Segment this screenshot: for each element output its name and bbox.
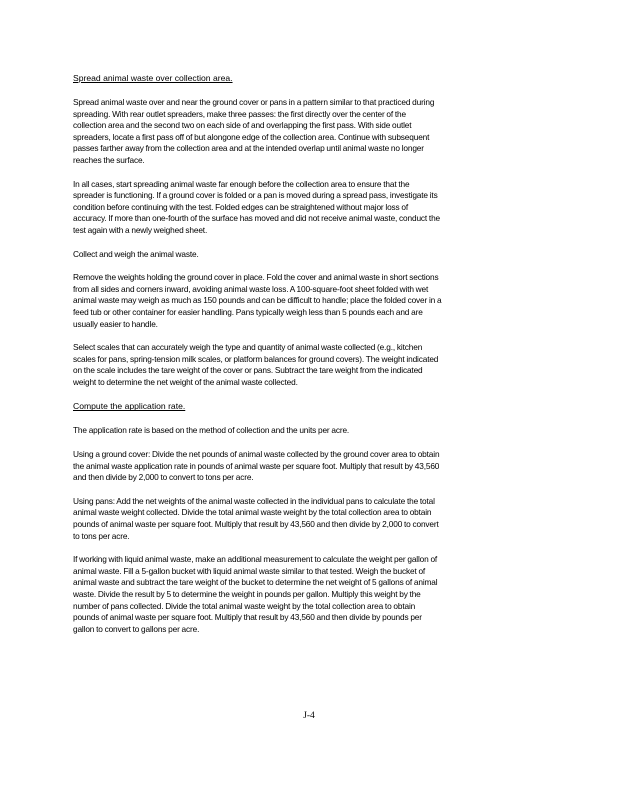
paragraph-line: on the scale includes the tare weight of the cover or pans. Subtract the tare weight from the indicated: [73, 365, 423, 376]
paragraph-line: feed tub or other container for easier handling. Pans typically weigh less than 5 pounds each and are: [73, 306, 423, 317]
paragraph-line: test again with a newly weighed sheet.: [73, 224, 208, 235]
paragraph: [73, 97, 549, 167]
paragraph-line: If working with liquid animal waste, make an additional measurement to calculate the weight per gallon of: [73, 554, 438, 565]
paragraph-line: condition before continuing with the test. Folded edges can be straightened without major loss of: [73, 201, 409, 212]
paragraph: [73, 272, 549, 330]
paragraph-line: pounds of animal waste per square foot. Multiply that result by 43,560 and then divide by pounds per: [73, 612, 422, 623]
paragraph-line: number of pans collected. Divide the total animal waste weight by the total collection area to obtain: [73, 600, 416, 611]
paragraph: [73, 179, 549, 237]
paragraph-line: passes farther away from the collection area and at the intended overlap until animal waste no longer: [73, 143, 424, 154]
section-compute-body: [73, 425, 549, 635]
paragraph-line: spreaders, locate a first pass off of but alongone edge of the collection area. Continue with subsequent: [73, 131, 430, 142]
paragraph-line: In all cases, start spreading animal waste far enough before the collection area to ensure that the: [73, 178, 410, 189]
paragraph-line: reaches the surface.: [73, 154, 145, 165]
paragraph-line: animal waste. Fill a 5-gallon bucket with liquid animal waste similar to that tested. Weigh the bucket of: [73, 565, 426, 576]
paragraph-line: usually easier to handle.: [73, 318, 158, 329]
paragraph-line: Remove the weights holding the ground cover in place. Fold the cover and animal waste in short sections: [73, 272, 439, 283]
paragraph-line: animal waste weight collected. Divide the total animal waste weight by the total collection area to obtain: [73, 507, 432, 518]
paragraph-line: Select scales that can accurately weigh the type and quantity of animal waste collected (e.g., kitchen: [73, 342, 423, 353]
section-spread-body: [73, 97, 549, 388]
paragraph-line: Spread animal waste over and near the ground cover or pans in a pattern similar to that practiced during: [73, 97, 435, 107]
paragraph-line: from all sides and corners inward, avoiding animal waste loss. A 100-square-foot sheet folded with wet: [73, 283, 429, 294]
paragraph: [73, 249, 549, 261]
page-number: J-4: [303, 711, 315, 721]
paragraph-line: waste. Divide the result by 5 to determine the weight in pounds per gallon. Multiply this weight by the: [73, 589, 421, 599]
paragraph-line: collection area and the second two on each side of and overlapping the first pass. With side outlet: [73, 120, 412, 131]
paragraph-line: accuracy. If more than one-fourth of the surface has moved and did not receive animal waste, conduct the: [73, 213, 441, 224]
paragraph-line: The application rate is based on the method of collection and the units per acre.: [73, 425, 350, 436]
paragraph-line: spreading. With rear outlet spreaders, make three passes: the first directly over the center of the: [73, 108, 406, 119]
paragraph-line: spreader is functioning. If a ground cover is folded or a pan is moved during a spread pass, investigate its: [73, 190, 438, 201]
paragraph-line: and then divide by 2,000 to convert to tons per acre.: [73, 472, 254, 483]
paragraph: [73, 425, 549, 437]
paragraph: [73, 449, 549, 484]
section-heading-spread: Spread animal waste over collection area.: [73, 73, 233, 83]
paragraph-line: gallon to convert to gallons per acre.: [73, 623, 200, 634]
paragraph: [73, 496, 549, 542]
document-page: [73, 72, 549, 647]
paragraph-line: scales for pans, spring-tension milk scales, or platform balances for ground covers). The weight indicated: [73, 353, 439, 364]
paragraph-line: weight to determine the net weight of the animal waste collected.: [73, 376, 298, 387]
paragraph-line: animal waste may weigh as much as 150 pounds and can be difficult to handle; place the folded cover in a: [73, 295, 442, 306]
paragraph-line: Collect and weigh the animal waste.: [73, 248, 199, 259]
paragraph: [73, 342, 549, 388]
paragraph-line: the animal waste application rate in pounds of animal waste per square foot. Multiply that result by 43,560: [73, 460, 440, 471]
paragraph-line: pounds of animal waste per square foot. Multiply that result by 43,560 and then divide by 2,000 to convert: [73, 519, 439, 530]
section-heading-compute: Compute the application rate.: [73, 401, 186, 412]
paragraph-line: to tons per acre.: [73, 530, 130, 541]
paragraph: [73, 554, 549, 635]
paragraph-line: Using pans: Add the net weights of the animal waste collected in the individual pans to calculate the total: [73, 495, 435, 506]
paragraph-line: Using a ground cover: Divide the net pounds of animal waste collected by the ground cover area to obtain: [73, 449, 440, 460]
paragraph-line: animal waste and subtract the tare weight of the bucket to determine the net weight of 5 gallons of animal: [73, 577, 438, 588]
